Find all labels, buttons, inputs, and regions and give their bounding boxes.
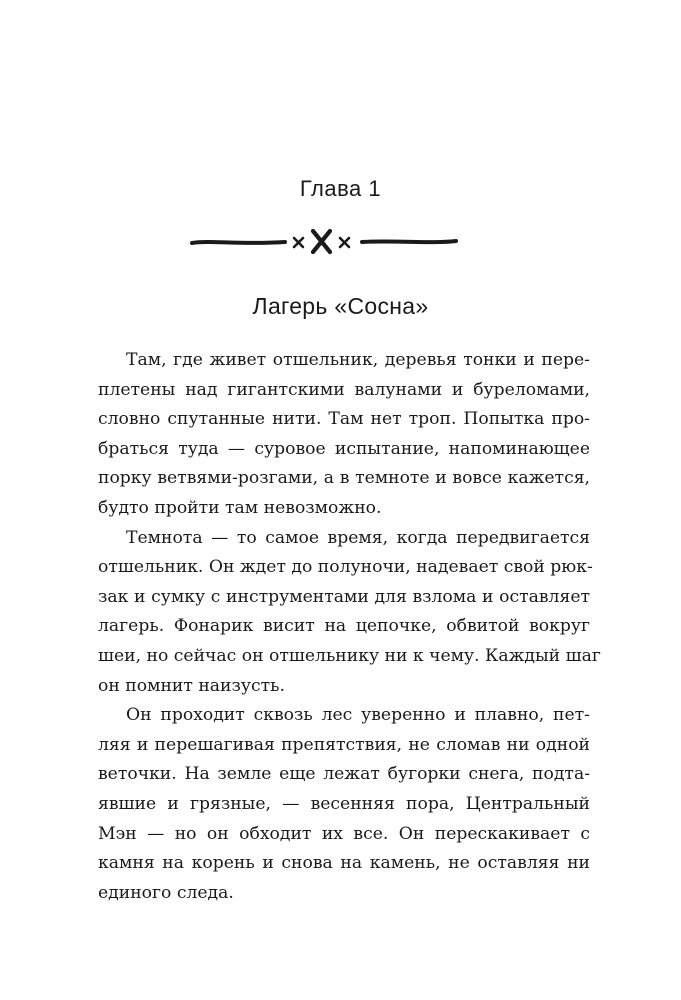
text-line: плетены над гигантскими валунами и буреломами, [98,379,590,400]
ornament-left-stroke [192,242,285,243]
text-line: веточки. На земле еще лежат бугорки снега, подта- [98,764,590,785]
text-line: Он проходит сквозь лес уверенно и плавно, пет- [126,705,590,726]
paragraph [98,701,590,908]
text-line: порку ветвями-розгами, а в темноте и вовсе кажется, [98,468,590,489]
text-line: будто пройти там невозможно. [98,497,382,518]
ornament-large-cross [313,231,330,252]
ornament-small-cross-left [294,238,303,247]
text-line: зак и сумку с инструментами для взлома и оставляет [98,586,590,607]
paragraph [98,524,601,702]
chapter-ornament [190,226,460,258]
text-line: шеи, но сейчас он отшельнику ни к чему. Каждый шаг [98,645,601,666]
chapter-title: Лагерь «Сосна» [252,293,429,319]
text-line: отшельник. Он ждет до полуночи, надевает свой рюк- [98,557,593,578]
ornament-small-cross-right [340,238,349,247]
text-line: Темнота — то самое время, когда передвигается [126,527,590,548]
text-line: Там, где живет отшельник, деревья тонки и пере- [126,350,590,370]
text-line: браться туда — суровое испытание, напоминающее [98,438,590,459]
chapter-label: Глава 1 [299,176,382,201]
text-line: единого следа. [98,882,234,903]
paragraph [98,346,590,524]
text-line: Мэн — но он обходит их все. Он перескакивает с [98,823,590,844]
body-text [98,346,601,908]
text-line: он помнит наизусть. [98,675,285,696]
text-line: камня на корень и снова на камень, не оставляя ни [98,853,590,874]
text-line: лагерь. Фонарик висит на цепочке, обвитой вокруг [98,616,590,637]
ornament-right-stroke [362,241,456,242]
text-line: явшие и грязные, — весенняя пора, Центральный [98,793,590,814]
text-line: ляя и перешагивая препятствия, не сломав ни одной [98,734,590,755]
text-line: словно спутанные нити. Там нет троп. Попытка про- [98,409,590,430]
